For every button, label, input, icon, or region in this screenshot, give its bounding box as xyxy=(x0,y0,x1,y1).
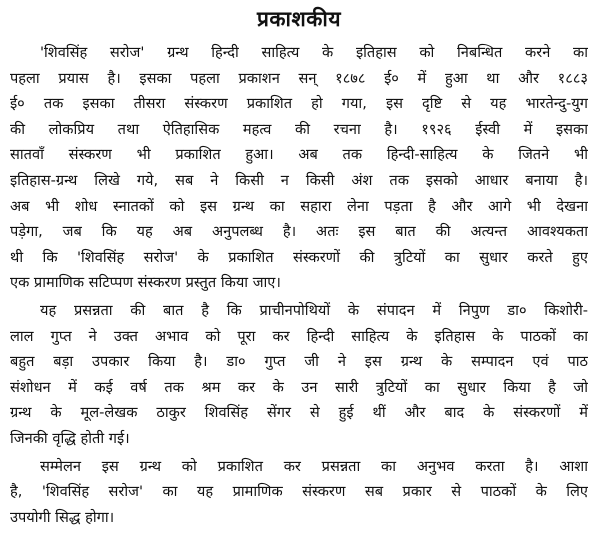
text-line: संशोधन में कई वर्ष तक श्रम कर के उन सारी त्रुटियों का सुधार किया है जो xyxy=(10,378,588,396)
text-line: यह प्रसन्नता की बात है कि प्राचीनपोथियों के संपादन में निपुण डा० किशोरी- xyxy=(40,301,588,319)
text-line: 'शिवसिंह सरोज' ग्रन्थ हिन्दी साहित्य के इतिहास को निबन्धित करने का xyxy=(40,44,588,61)
text-line: एक प्रामाणिक सटिप्पण संस्करण प्रस्तुत किया जाए। xyxy=(10,274,281,292)
text-line: थी कि 'शिवसिंह सरोज' के प्रकाशित संस्करणों की त्रुटियों का सुधार करते हुए xyxy=(10,248,588,266)
text-line: जिनकी वृद्धि होती गई। xyxy=(10,429,130,447)
paragraph-1 xyxy=(10,40,588,296)
text-line: की लोकप्रिय तथा ऐतिहासिक महत्व की रचना है। १९२६ ईस्वी में इसका xyxy=(10,120,588,138)
text-line: अब भी शोध स्नातकों को इस ग्रन्थ का सहारा लेना पड़ता है और आगे भी देखना xyxy=(10,197,588,215)
text-line: ग्रन्थ के मूल-लेखक ठाकुर शिवसिंह सेंगर से हुई थीं और बाद के संस्करणों में xyxy=(10,404,588,422)
text-line: सातवाँ संस्करण भी प्रकाशित हुआ। अब तक हिन्दी-साहित्य के जितने भी xyxy=(10,146,588,164)
text-line: इतिहास-ग्रन्थ लिखे गये, सब ने किसी न किसी अंश तक इसको आधार बनाया है। xyxy=(10,171,588,189)
text-line: पहला प्रयास है। इसका पहला प्रकाशन सन् १८७८ ई० में हुआ था और १८८३ xyxy=(10,69,588,87)
paragraph-2 xyxy=(10,298,588,452)
paragraph-3 xyxy=(10,454,588,531)
text-line: सम्मेलन इस ग्रन्थ को प्रकाशित कर प्रसन्नता का अनुभव करता है। आशा xyxy=(40,457,588,475)
text-line: उपयोगी सिद्ध होगा। xyxy=(10,508,115,526)
text-line: बहुत बड़ा उपकार किया है। डा० गुप्त जी ने इस ग्रन्थ के सम्पादन एवं पाठ xyxy=(10,353,588,371)
text-line: है, 'शिवसिंह सरोज' का यह प्रामाणिक संस्करण सब प्रकार से पाठकों के लिए xyxy=(10,483,588,501)
page-title: प्रकाशकीय xyxy=(256,7,342,31)
text-line: लाल गुप्त ने उक्त अभाव को पूरा कर हिन्दी साहित्य के इतिहास के पाठकों का xyxy=(10,327,588,345)
text-line: पड़ेगा, जब कि यह अब अनुपलब्ध है। अतः इस बात की अत्यन्त आवश्यकता xyxy=(10,223,588,241)
text-line: ई० तक इसका तीसरा संस्करण प्रकाशित हो गया, इस दृष्टि से यह भारतेन्दु-युग xyxy=(10,95,588,113)
